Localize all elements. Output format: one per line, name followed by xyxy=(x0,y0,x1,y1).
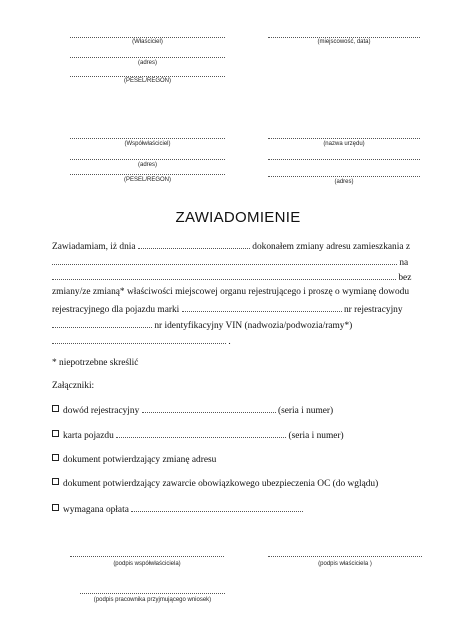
owner-address-line[interactable] xyxy=(70,57,225,58)
address-change-label: dokonałem zmiany adresu zamieszkania z xyxy=(252,242,410,252)
place-date-caption: (miejscowość, data) xyxy=(317,39,371,45)
coowner-signature-line[interactable] xyxy=(70,556,224,557)
checkbox-icon[interactable] xyxy=(52,504,59,511)
attachment-3 xyxy=(52,454,216,466)
registration-number-label: nr rejestracyjny xyxy=(343,305,403,315)
employee-signature-caption: (podpis pracownika przyjmującego wniosek) xyxy=(93,597,212,603)
attachment-2-label: karta pojazdu xyxy=(63,431,114,441)
owner-caption: (Właściciel) xyxy=(132,39,163,45)
body-line-3 xyxy=(52,271,411,284)
owner-pesel-line[interactable] xyxy=(70,76,225,77)
office-address-line[interactable] xyxy=(268,176,420,177)
registration-number-field[interactable] xyxy=(52,319,152,328)
vehicle-make-field[interactable] xyxy=(182,303,342,312)
body-line-2 xyxy=(52,256,408,269)
attachment-2-suffix: (seria i numer) xyxy=(288,431,344,441)
office-line-1[interactable] xyxy=(268,159,420,160)
attachment-5-field[interactable] xyxy=(131,503,303,512)
body-line-5 xyxy=(52,303,403,316)
old-address-field[interactable] xyxy=(52,256,397,265)
owner-line[interactable] xyxy=(70,37,225,38)
coowner-pesel-caption: (PESEL/REGON) xyxy=(123,177,171,183)
coowner-address-line[interactable] xyxy=(70,159,225,160)
vin-label: nr identyfikacyjny VIN (nadwozia/podwozia/ramy*) xyxy=(154,321,353,331)
attachment-5 xyxy=(52,503,303,516)
place-date-line[interactable] xyxy=(268,37,420,38)
footnote: * niepotrzebne skreślić xyxy=(52,358,139,368)
attachment-2 xyxy=(52,429,344,442)
attachment-1 xyxy=(52,404,333,417)
employee-signature-line[interactable] xyxy=(80,593,225,594)
body-line-7 xyxy=(52,335,231,348)
body-line-4: zmiany/ze zmianą* właściwości miejscowej organu rejestrującego i proszę o wymianę dowodu xyxy=(52,287,410,297)
attachment-1-label: dowód rejestracyjny xyxy=(63,406,140,416)
attachment-4-label: dokument potwierdzający zawarcie obowiązkowego ubezpieczenia OC (do wglądu) xyxy=(63,479,379,489)
vehicle-make-label: rejestracyjnego dla pojazdu marki xyxy=(52,305,180,315)
without-label: bez xyxy=(398,273,412,283)
checkbox-icon[interactable] xyxy=(52,478,59,485)
owner-signature-line[interactable] xyxy=(268,556,422,557)
notify-date-label: Zawiadamiam, iż dnia xyxy=(52,242,136,252)
office-name-caption: (nazwa urzędu) xyxy=(323,141,365,147)
checkbox-icon[interactable] xyxy=(52,454,59,461)
coowner-signature-caption: (podpis współwłaściciela) xyxy=(113,561,181,567)
owner-address-caption: (adres) xyxy=(137,60,157,66)
checkbox-icon[interactable] xyxy=(52,405,59,412)
attachment-1-suffix: (seria i numer) xyxy=(277,406,334,416)
office-address-caption: (adres) xyxy=(334,179,354,185)
checkbox-icon[interactable] xyxy=(52,430,59,437)
owner-signature-caption: (podpis właściciela ) xyxy=(318,561,372,567)
owner-pesel-caption: (PESEL/REGON) xyxy=(123,78,171,84)
body-line-1 xyxy=(52,240,410,253)
vin-field[interactable] xyxy=(52,335,226,344)
coowner-pesel-line[interactable] xyxy=(70,174,225,175)
coowner-address-caption: (adres) xyxy=(137,162,157,168)
notify-date-field[interactable] xyxy=(138,240,250,249)
period: . xyxy=(228,337,231,347)
body-line-6 xyxy=(52,319,352,332)
attachment-2-field[interactable] xyxy=(116,429,286,438)
document-title: ZAWIADOMIENIE xyxy=(175,209,301,226)
to-label: na xyxy=(399,258,409,268)
attachment-3-label: dokument potwierdzający zmianę adresu xyxy=(63,455,217,465)
office-name-line[interactable] xyxy=(268,138,420,139)
attachments-label: Załączniki: xyxy=(52,381,95,391)
coowner-caption: (Współwłaściciel) xyxy=(124,141,171,147)
attachment-4 xyxy=(52,478,378,490)
attachment-1-field[interactable] xyxy=(142,404,276,413)
coowner-line[interactable] xyxy=(70,138,225,139)
new-address-field[interactable] xyxy=(52,271,396,280)
attachment-5-label: wymagana opłata xyxy=(63,505,129,515)
